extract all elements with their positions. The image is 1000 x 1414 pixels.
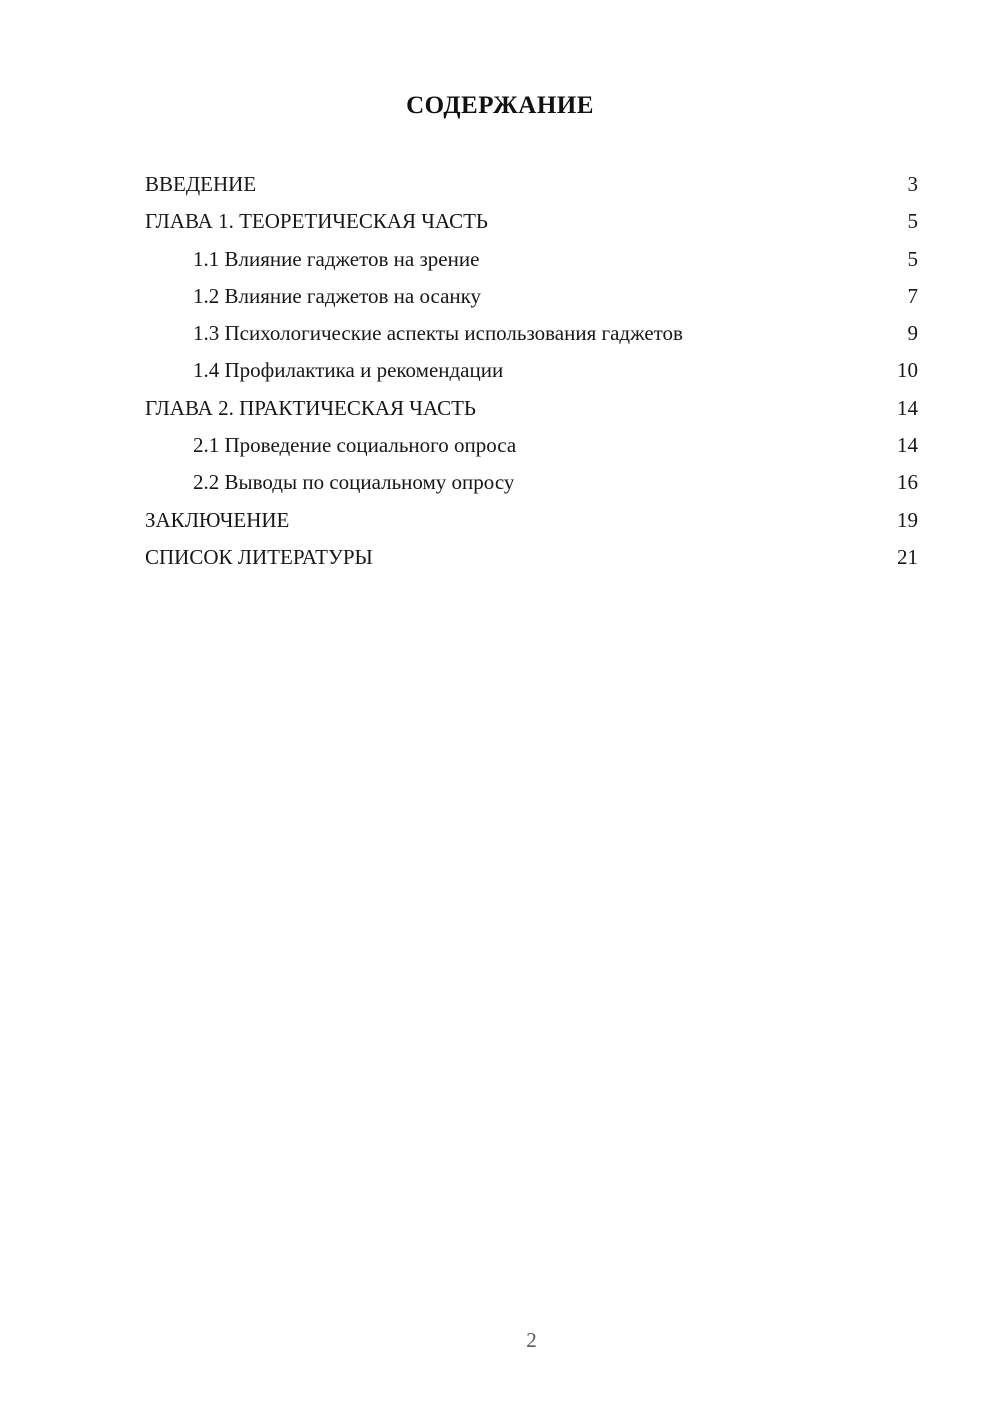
toc-entry xyxy=(145,241,918,278)
toc-entry-page: 5 xyxy=(907,209,918,234)
toc-entry xyxy=(145,315,918,352)
toc-entry-label: 1.4 Профилактика и рекомендации xyxy=(193,358,504,383)
toc-entry xyxy=(145,502,918,539)
footer-page-number: 2 xyxy=(526,1328,537,1352)
toc-entry xyxy=(145,390,918,427)
toc-entry-page: 19 xyxy=(897,507,918,532)
toc-entry-page: 14 xyxy=(897,395,918,420)
toc-entry xyxy=(145,203,918,240)
toc-entry-page: 7 xyxy=(907,283,918,308)
toc-entry-label: ГЛАВА 2. ПРАКТИЧЕСКАЯ ЧАСТЬ xyxy=(145,395,476,420)
page-title: СОДЕРЖАНИЕ xyxy=(406,92,594,119)
toc-entry xyxy=(145,352,918,389)
toc-entry xyxy=(145,539,918,576)
toc-entry xyxy=(145,166,918,203)
toc-entry-label: 2.1 Проведение социального опроса xyxy=(193,433,517,458)
toc-entry-label: 2.2 Выводы по социальному опросу xyxy=(193,470,515,495)
toc-entry-label: 1.3 Психологические аспекты использования гаджетов xyxy=(193,321,683,346)
toc-entry-label: ВВЕДЕНИЕ xyxy=(145,172,257,196)
toc-entry-label: 1.1 Влияние гаджетов на зрение xyxy=(193,246,480,271)
toc-entry-page: 5 xyxy=(907,246,918,271)
toc-entry-page: 16 xyxy=(897,470,918,495)
toc-entry-label: ГЛАВА 1. ТЕОРЕТИЧЕСКАЯ ЧАСТЬ xyxy=(145,209,488,234)
toc-entry-page: 3 xyxy=(907,172,918,196)
toc-entry-label: 1.2 Влияние гаджетов на осанку xyxy=(193,283,482,308)
toc-entry xyxy=(145,278,918,315)
toc-entry-page: 10 xyxy=(897,358,918,383)
toc-entry xyxy=(145,464,918,501)
toc-entry-label: ЗАКЛЮЧЕНИЕ xyxy=(145,507,290,532)
toc-list xyxy=(145,166,918,576)
toc-entry-page: 14 xyxy=(897,433,918,458)
toc-entry-label: СПИСОК ЛИТЕРАТУРЫ xyxy=(145,544,373,569)
toc-entry-page: 21 xyxy=(897,544,918,569)
toc-entry xyxy=(145,427,918,464)
toc-entry-page: 9 xyxy=(907,321,918,346)
